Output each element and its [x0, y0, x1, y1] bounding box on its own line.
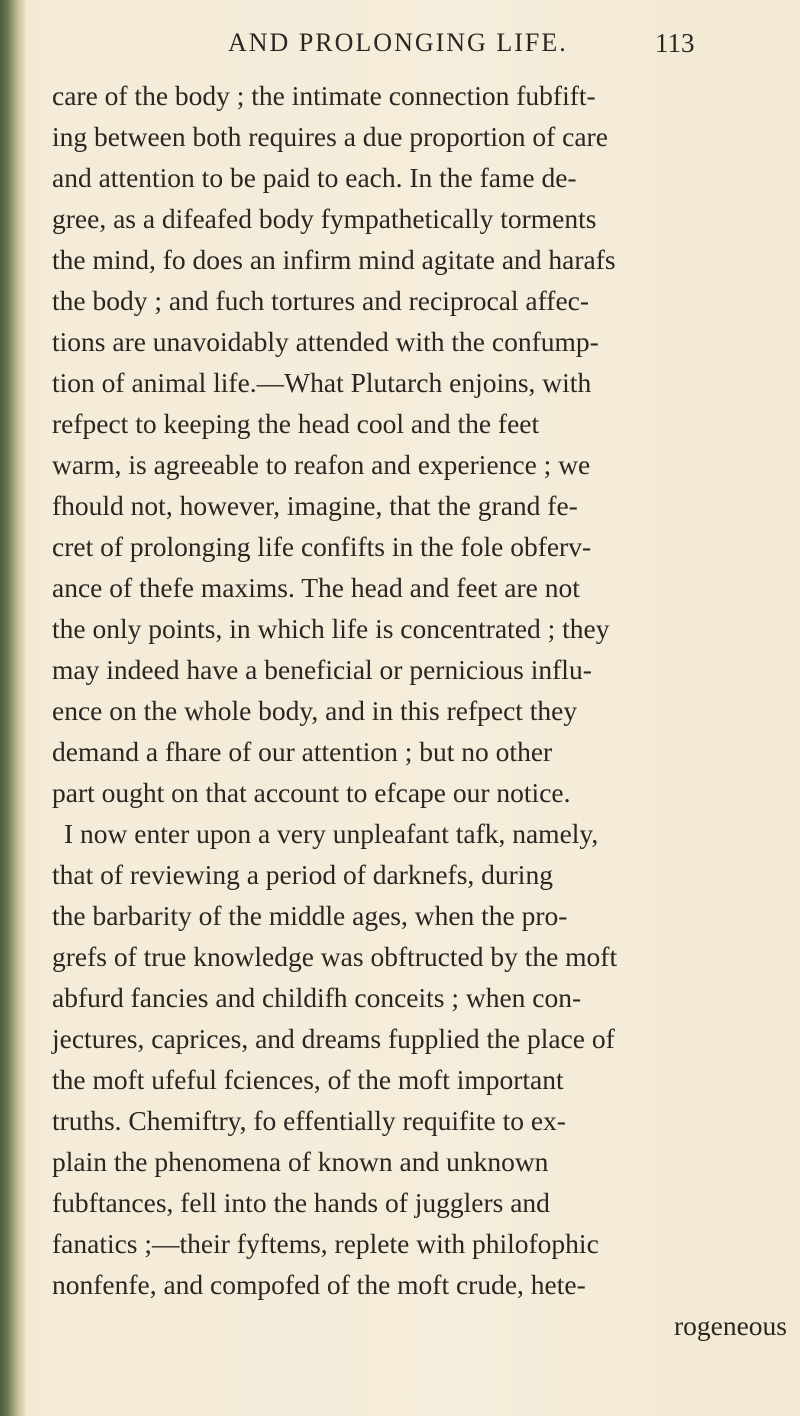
- binding-gutter: [0, 0, 26, 1416]
- page-number: 113: [655, 28, 695, 58]
- text-line: truths. Chemiftry, fo effentially requifite to ex-: [52, 1105, 566, 1136]
- text-line: the body ; and fuch tortures and reciprocal affec-: [52, 285, 590, 316]
- text-line: refpect to keeping the head cool and the feet: [52, 408, 540, 439]
- text-line: tions are unavoidably attended with the confump-: [52, 326, 599, 357]
- text-line: plain the phenomena of known and unknown: [52, 1146, 549, 1177]
- text-line: the moft ufeful fciences, of the moft important: [52, 1064, 564, 1095]
- text-line: demand a fhare of our attention ; but no other: [52, 736, 553, 767]
- text-line: fubftances, fell into the hands of jugglers and: [52, 1187, 550, 1218]
- text-line: part ought on that account to efcape our notice.: [52, 777, 571, 808]
- text-line: jectures, caprices, and dreams fupplied the place of: [52, 1023, 615, 1054]
- text-line: fanatics ;—their fyftems, replete with philofophic: [52, 1228, 599, 1259]
- text-line: the mind, fo does an infirm mind agitate and harafs: [52, 244, 616, 275]
- text-line: may indeed have a beneficial or pernicious influ-: [52, 654, 592, 685]
- text-line: grefs of true knowledge was obftructed by the moft: [52, 941, 618, 972]
- text-line: nonfenfe, and compofed of the moft crude, hete-: [52, 1269, 586, 1300]
- text-line: abfurd fancies and childifh conceits ; when con-: [52, 982, 582, 1013]
- text-line: tion of animal life.—What Plutarch enjoins, with: [52, 367, 592, 398]
- text-line: ence on the whole body, and in this refpect they: [52, 695, 578, 726]
- text-line: gree, as a difeafed body fympathetically torments: [52, 203, 597, 234]
- text-line: cret of prolonging life confifts in the fole obferv-: [52, 531, 592, 562]
- text-line: ing between both requires a due proportion of care: [52, 121, 608, 152]
- text-line: the barbarity of the middle ages, when the pro-: [52, 900, 568, 931]
- text-line: and attention to be paid to each. In the fame de-: [52, 162, 577, 193]
- catchword: rogeneous: [673, 1310, 787, 1341]
- text-line: care of the body ; the intimate connection fubfift-: [52, 80, 596, 111]
- text-line: I now enter upon a very unpleafant tafk, namely,: [64, 818, 599, 849]
- running-head: AND PROLONGING LIFE.: [228, 28, 568, 57]
- text-line: ance of thefe maxims. The head and feet are not: [52, 572, 580, 603]
- text-line: warm, is agreeable to reafon and experience ; we: [52, 449, 591, 480]
- text-line: the only points, in which life is concentrated ; they: [52, 613, 610, 644]
- text-line: that of reviewing a period of darknefs, during: [52, 859, 553, 890]
- text-line: fhould not, however, imagine, that the grand fe-: [52, 490, 578, 521]
